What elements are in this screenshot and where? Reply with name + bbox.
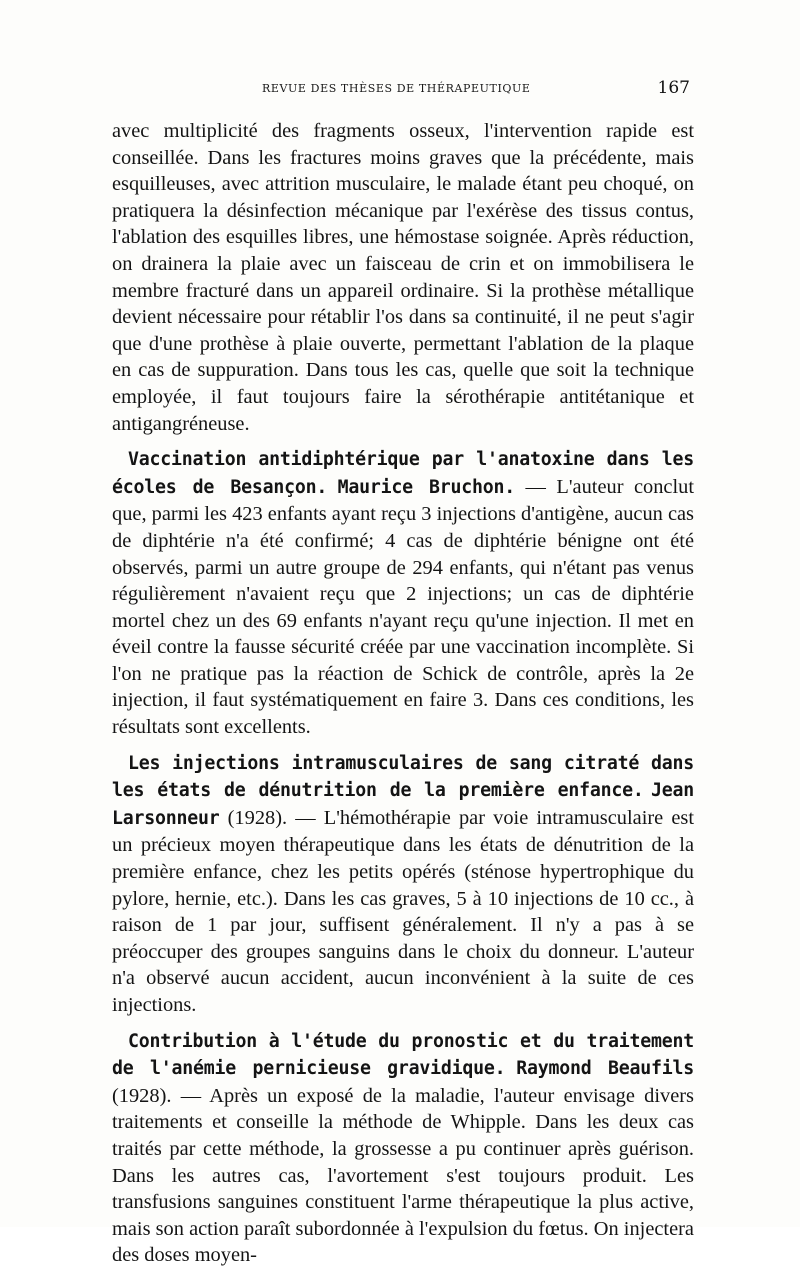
entry-heading: Vaccination antidiphtérique par l'anatoxine dans les écoles de Besançon. [112,449,694,498]
entry-year: (1928). [219,806,288,829]
entry-author: Jean Larsonneur [112,780,694,829]
page-number: 167 [657,78,690,98]
entry-text: — L'auteur conclut que, parmi les 423 enfants ayant reçu 3 injections d'antigène, aucun cas de diphtérie n'a été confirmé; 4 cas de diphtérie bénigne ont été observés, parmi un autre groupe de 294 enfants, qui n'étant pas venus régulièrement n'avaient reçu que 2 injections; un cas de diphtérie mortel chez un des 69 enfants n'ayant reçu qu'une injection. Il met en éveil contre la fausse sécurité créée par une vaccination incomplète. Si l'on ne pratique pas la réaction de Schick de contrôle, après la 2e injection, il faut systématiquement en faire 3. Dans ces conditions, les résultats sont excellents. [112,475,695,739]
running-title: REVUE DES THÈSES DE THÉRAPEUTIQUE [262,82,531,95]
entry-year: (1928). [112,1084,172,1107]
entry-anemie [112,1028,694,1269]
entry-text: — L'hémothérapie par voie intramusculaire est un précieux moyen thérapeutique dans les états de dénutrition de la première enfance, chez les petits opérés (sténose hypertrophique du pylore, hernie, etc.). Dans les cas graves, 5 à 10 injections de 10 cc., à raison de 1 par jour, suffisent généralement. Il n'y a pas à se préoccuper des groupes sanguins dans le choix du donneur. L'auteur n'a observé aucun accident, aucun inconvénient à la suite de ces injections. [112,806,694,1016]
entry-heading: Contribution à l'étude du pronostic et du traitement de l'anémie pernicieuse gravidique. [112,1030,694,1080]
entry-text: — Après un exposé de la maladie, l'auteur envisage divers traitements et conseille la méthode de Whipple. Dans les deux cas traités par cette méthode, la grossesse a pu continuer après guérison. Dans les autres cas, l'avortement s'est toujours produit. Les transfusions sanguines constituent l'arme thérapeutique la plus active, mais son action paraît subordonnée à l'expulsion du fœtus. On injectera des doses moyen- [112,1084,694,1267]
paragraph-text: avec multiplicité des fragments osseux, l'intervention rapide est conseillée. Dans les fractures moins graves que la précédente, mais esquilleuses, avec attrition musculaire, le malade étant peu choqué, on pratiquera la désinfection mécanique par l'exérèse des tissus contus, l'ablation des esquilles libres, une hémostase soignée. Après réduction, on drainera la plaie avec un faisceau de crin et on immobilisera le membre fracturé dans un appareil ordinaire. Si la prothèse métallique devient nécessaire pour rétablir l'os dans sa continuité, il ne peut s'agir que d'une prothèse à plaie ouverte, permettant l'ablation de la plaque en cas de suppuration. Dans tous les cas, quelle que soit la technique employée, il faut toujours faire la sérothérapie antitétanique et antigangréneuse. [112,120,694,435]
entry-author: Raymond Beaufils [516,1058,694,1080]
paragraph-fracture-continuation [112,118,694,437]
entry-author: Maurice Bruchon. [337,476,515,498]
entry-injections [112,750,694,1019]
entry-vaccination [112,446,694,741]
entry-heading: Les injections intramusculaires de sang citraté dans les états de dénutrition de la première enfance. [112,752,694,802]
running-head [112,80,690,100]
page-body [112,118,694,1269]
